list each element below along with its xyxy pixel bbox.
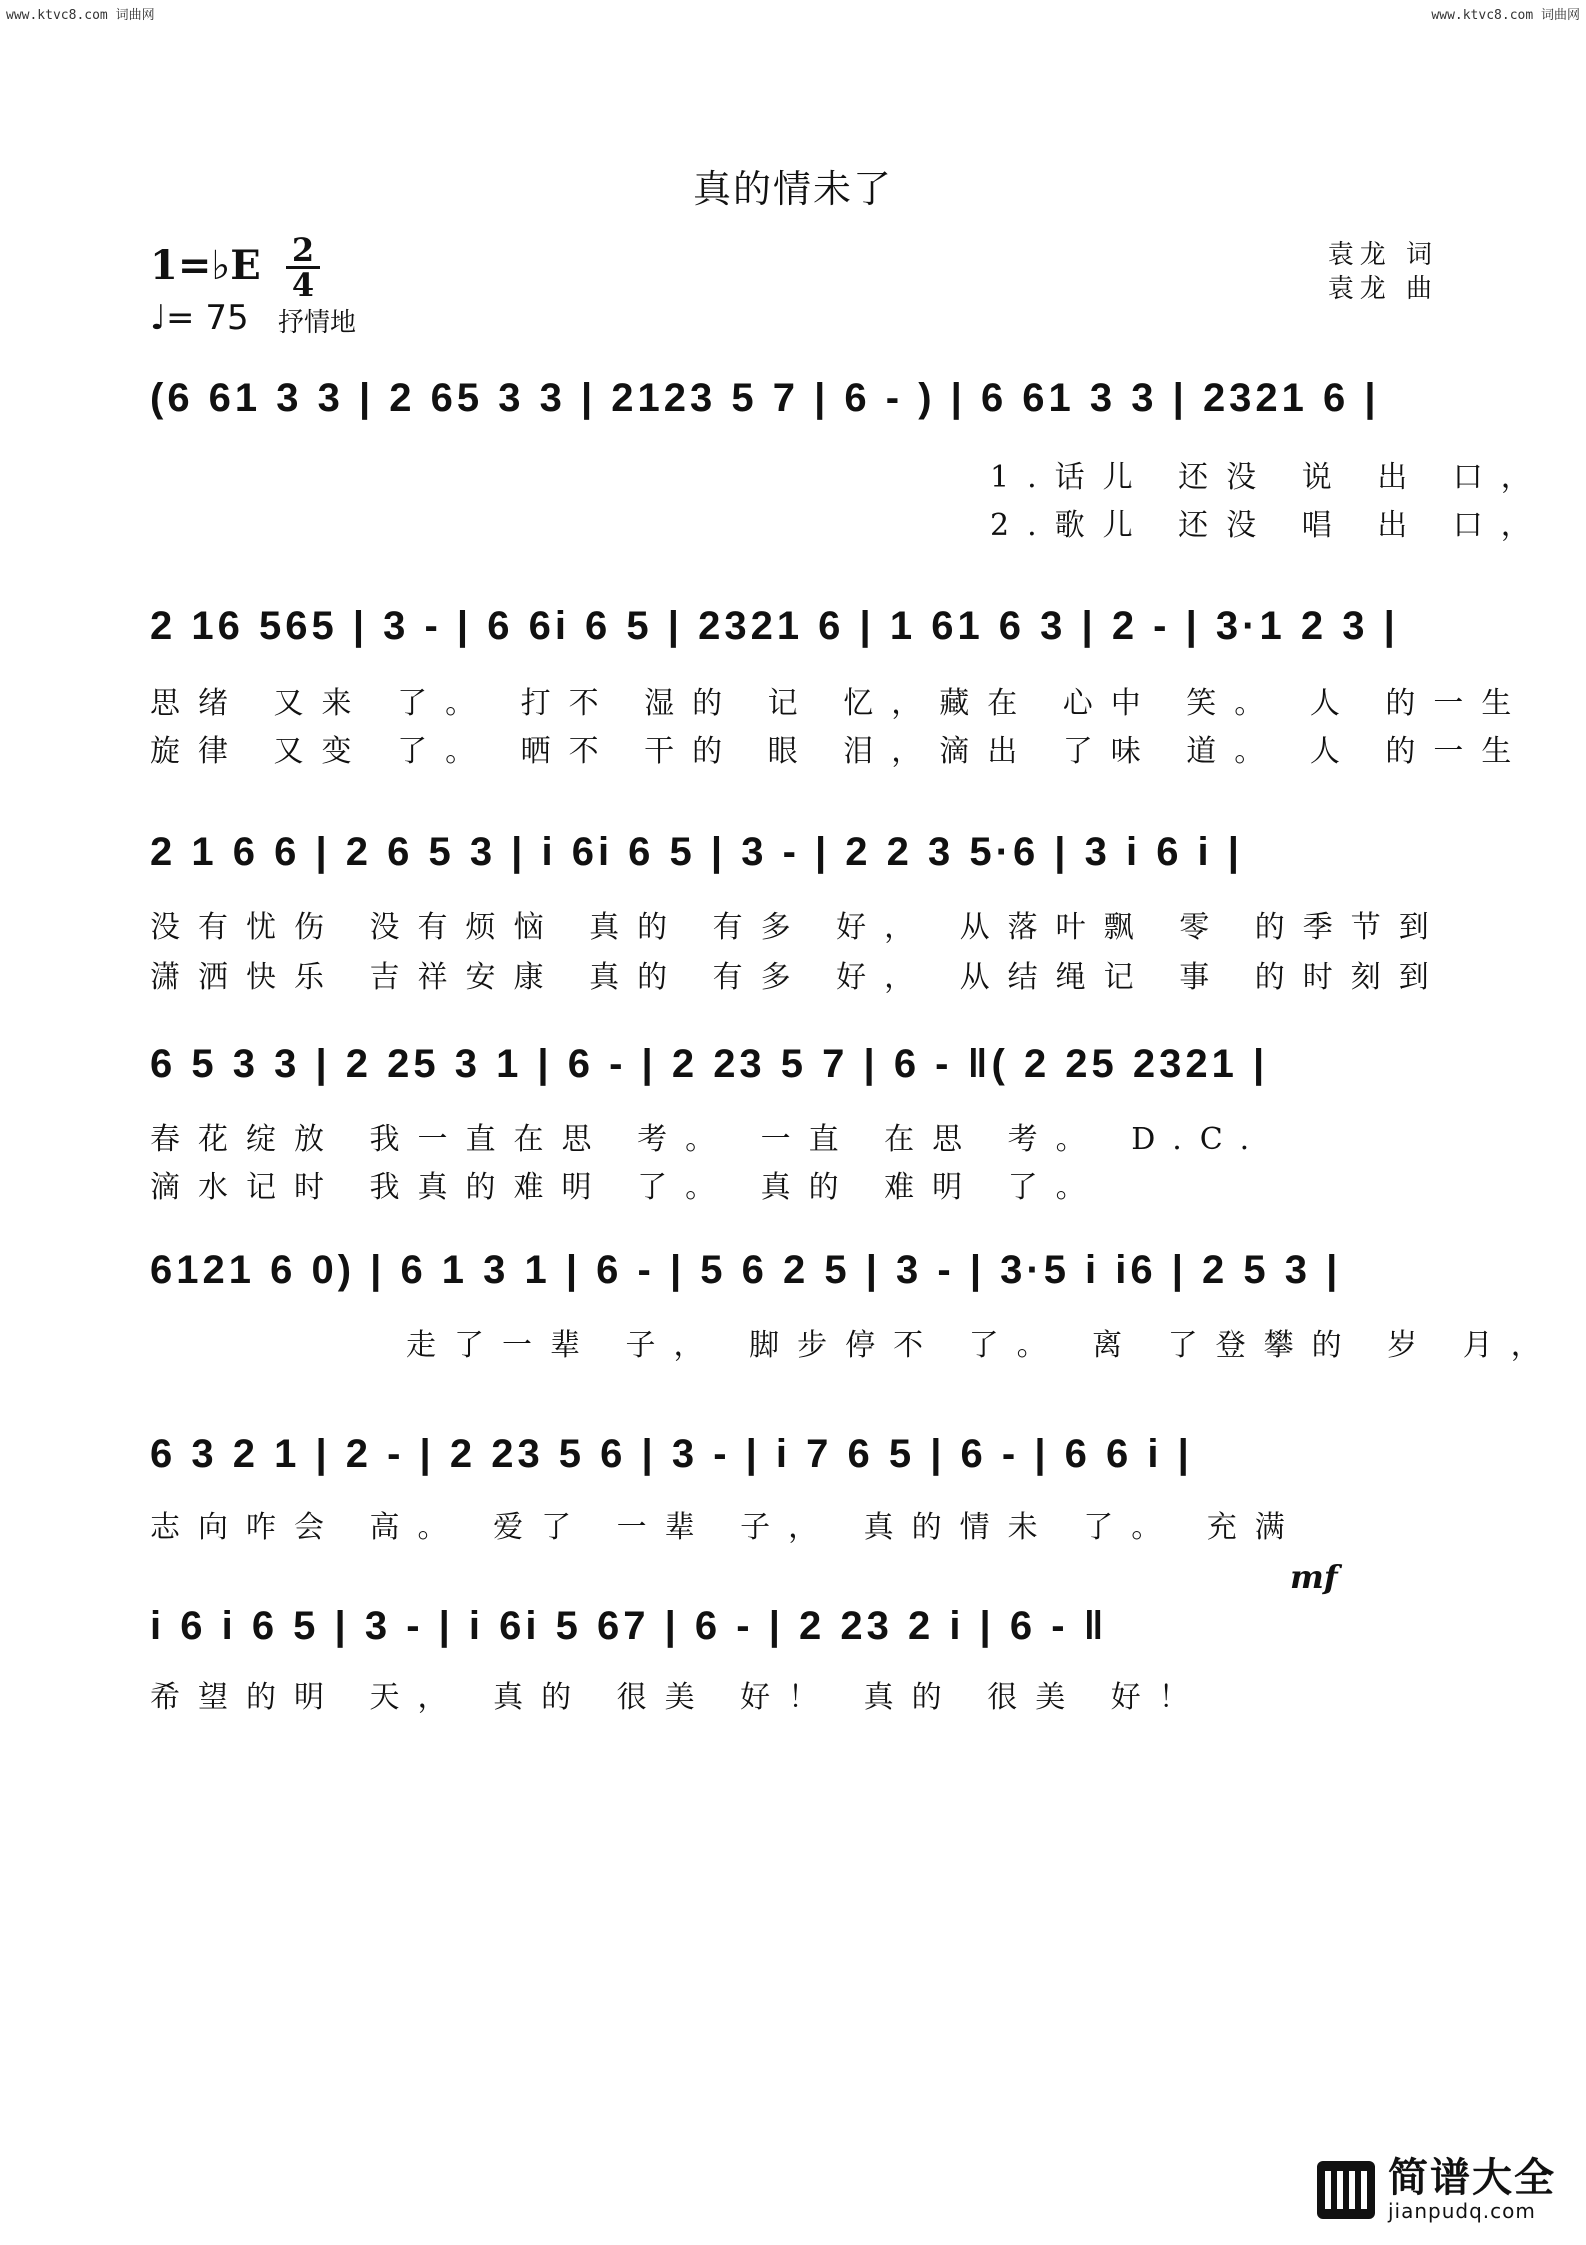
notation-text: i 6 i 6 5 | 3 - | i 6i 5 67 | 6 - | 2 23 2 i | 6 - ‖ <box>150 1604 1108 1648</box>
notation-line <box>150 1248 1440 1300</box>
time-top: 2 <box>291 231 315 269</box>
site-watermark-right: www.ktvc8.com 词曲网 <box>1431 8 1580 23</box>
notation-text: 2 1 6 6 | 2 6 5 3 | i 6i 6 5 | 3 - | 2 2 3 5·6 | 3 i 6 i | <box>150 830 1243 874</box>
lyric-verse-1: 思绪 又来 了。 打不 湿的 记 忆，藏在 心中 笑。 人 的一生 <box>150 686 1530 721</box>
lyric-verse-1: 志向咋会 高。 爱了 一辈 子， 真的情未 了。 充满 <box>150 1510 1303 1545</box>
lyricist-credit: 袁龙 词 <box>1327 240 1438 270</box>
notation-text: 6 3 2 1 | 2 - | 2 23 5 6 | 3 - | i 7 6 5 | 6 - | 6 6 i | <box>150 1432 1193 1476</box>
site-watermark-left: www.ktvc8.com 词曲网 <box>6 8 155 23</box>
logo-text <box>1388 2157 1556 2223</box>
notation-text: (6 61 3 3 | 2 65 3 3 | 2123 5 7 | 6 - ) | 6 61 3 3 | 2321 6 | <box>150 376 1380 420</box>
lyric-verse-1: 希望的明 天， 真的 很美 好！ 真的 很美 好！ <box>150 1680 1207 1715</box>
notation-text: 6 5 3 3 | 2 25 3 1 | 6 - | 2 23 5 7 | 6 - ‖( 2 25 2321 | <box>150 1042 1269 1086</box>
logo-url: jianpudq.com <box>1388 2199 1536 2223</box>
song-title: 真的情未了 <box>692 167 893 211</box>
lyric-verse-2: 旋律 又变 了。 晒不 干的 眼 泪，滴出 了味 道。 人 的一生 <box>150 734 1530 769</box>
dynamic-mark: mf <box>1290 1558 1338 1596</box>
notation-text: 2 16 565 | 3 - | 6 6i 6 5 | 2321 6 | 1 61 6 3 | 2 - | 3·1 2 3 | <box>150 604 1399 648</box>
tempo-mark: ♩= 75 <box>150 298 249 338</box>
notation-line <box>150 830 1440 882</box>
lyric-verse-1: 走了一辈 子， 脚步停不 了。 离 了登攀的 岁 月， <box>406 1328 1559 1363</box>
lyric-verse-1: 1.话儿 还没 说 出 口， <box>990 460 1549 495</box>
lyric-verse-2: 2.歌儿 还没 唱 出 口， <box>990 508 1549 543</box>
key-label: 1=♭E <box>150 242 261 289</box>
notation-line <box>150 376 1440 428</box>
time-bottom: 4 <box>286 266 320 301</box>
key-signature <box>150 242 261 289</box>
lyric-verse-2: 潇洒快乐 吉祥安康 真的 有多 好， 从结绳记 事 的时刻到 <box>150 960 1447 995</box>
lyric-verse-2: 滴水记时 我真的难明 了。 真的 难明 了。 <box>150 1170 1104 1205</box>
piano-keys-icon <box>1317 2161 1375 2219</box>
expression-mark: 抒情地 <box>278 308 357 338</box>
composer-credit: 袁龙 曲 <box>1327 274 1438 304</box>
site-logo <box>1317 2157 1556 2223</box>
notation-text: 6121 6 0) | 6 1 3 1 | 6 - | 5 6 2 5 | 3 - | 3·5 i i6 | 2 5 3 | <box>150 1248 1342 1292</box>
notation-line <box>150 604 1440 656</box>
notation-line <box>150 1432 1440 1484</box>
lyric-verse-1: 春花绽放 我一直在思 考。 一直 在思 考。 D.C. <box>150 1122 1268 1157</box>
notation-line <box>150 1042 1440 1094</box>
time-signature <box>286 231 320 304</box>
lyric-verse-1: 没有忧伤 没有烦恼 真的 有多 好， 从落叶飘 零 的季节到 <box>150 910 1447 945</box>
logo-chinese: 简谱大全 <box>1388 2155 1556 2201</box>
notation-line <box>150 1604 1440 1656</box>
